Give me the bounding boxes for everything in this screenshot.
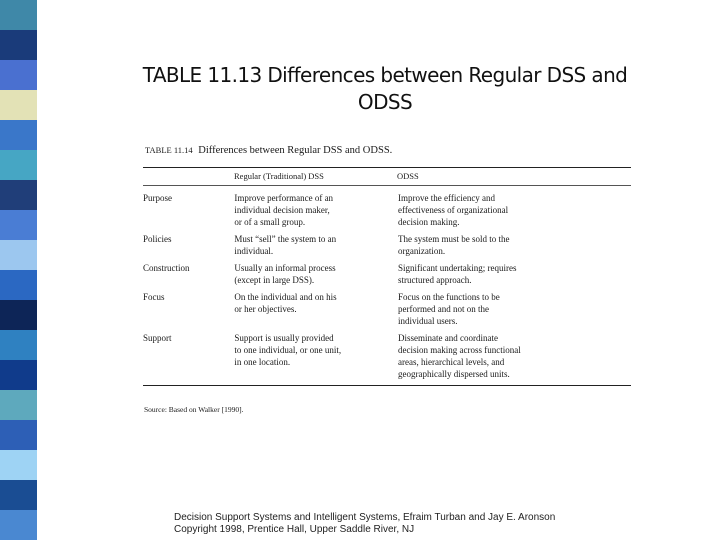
cell-line: to one individual, or one unit,	[234, 345, 342, 355]
cell-line: or of a small group.	[234, 217, 306, 227]
odss-cell	[398, 262, 631, 291]
row-label: Support	[143, 333, 172, 343]
strip-block	[0, 270, 37, 300]
odss-cell	[398, 233, 631, 262]
cell-line: organization.	[398, 246, 446, 256]
cell-line: structured approach.	[398, 275, 472, 285]
cell-line: Support is usually provided	[234, 333, 334, 343]
strip-block	[0, 0, 37, 30]
strip-block	[0, 390, 37, 420]
cell-line: individual users.	[398, 316, 458, 326]
odss-cell	[398, 332, 631, 385]
odss-cell	[398, 192, 631, 233]
footer-line-1: Decision Support Systems and Intelligent Systems, Efraim Turban and Jay E. Aronson	[174, 512, 556, 523]
strip-block	[0, 300, 37, 330]
regular-dss-cell	[234, 233, 398, 262]
strip-block	[0, 240, 37, 270]
cell-line: or her objectives.	[234, 304, 297, 314]
cell-line: areas, hierarchical levels, and	[398, 357, 505, 367]
footer-line-2: Copyright 1998, Prentice Hall, Upper Saddle River, NJ	[174, 524, 415, 535]
header-bottom-rule	[143, 185, 631, 186]
cell-line: individual.	[234, 246, 274, 256]
cell-line: Must “sell” the system to an	[234, 234, 337, 244]
strip-block	[0, 360, 37, 390]
table-row	[143, 233, 631, 262]
decorative-color-strip	[0, 0, 37, 540]
strip-block	[0, 120, 37, 150]
regular-dss-cell	[234, 192, 398, 233]
row-label: Purpose	[143, 193, 172, 203]
cell-line: Disseminate and coordinate	[398, 333, 498, 343]
cell-line: The system must be sold to the	[398, 234, 510, 244]
regular-dss-cell	[234, 291, 398, 332]
odss-cell	[398, 291, 631, 332]
header-cell-regular-dss: Regular (Traditional) DSS	[234, 171, 324, 181]
slide-title-line-2: ODSS	[357, 90, 413, 114]
cell-line: decision making across functional	[398, 345, 521, 355]
cell-line: Usually an informal process	[234, 263, 336, 273]
footer-credit	[174, 512, 555, 536]
strip-block	[0, 30, 37, 60]
source-note: Source: Based on Walker [1990].	[144, 405, 244, 414]
strip-block	[0, 210, 37, 240]
strip-block	[0, 420, 37, 450]
strip-block	[0, 330, 37, 360]
cell-line: On the individual and on his	[234, 292, 337, 302]
strip-block	[0, 450, 37, 480]
cell-line: decision making.	[398, 217, 460, 227]
table-caption	[145, 143, 631, 158]
strip-block	[0, 60, 37, 90]
cell-line: Improve the efficiency and	[398, 193, 496, 203]
cell-line: Significant undertaking; requires	[398, 263, 517, 273]
strip-block	[0, 510, 37, 540]
table-row	[143, 291, 631, 332]
regular-dss-cell	[234, 262, 398, 291]
cell-line: performed and not on the	[398, 304, 489, 314]
table-row	[143, 262, 631, 291]
slide-title-line-1: TABLE 11.13 Differences between Regular DSS and	[142, 63, 628, 87]
strip-block	[0, 150, 37, 180]
table-row	[143, 192, 631, 233]
cell-line: geographically dispersed units.	[398, 369, 510, 379]
cell-line: Focus on the functions to be	[398, 292, 500, 302]
table-body	[143, 192, 631, 385]
table-row	[143, 332, 631, 385]
slide-title	[140, 62, 630, 116]
strip-block	[0, 480, 37, 510]
cell-line: (except in large DSS).	[234, 275, 315, 285]
table-caption-text: Differences between Regular DSS and ODSS.	[198, 145, 393, 156]
cell-line: individual decision maker,	[234, 205, 330, 215]
cell-line: effectiveness of organizational	[398, 205, 509, 215]
table-bottom-rule	[143, 385, 631, 386]
cell-line: in one location.	[234, 357, 291, 367]
scanned-table	[143, 143, 631, 414]
table-caption-number: TABLE 11.14	[145, 145, 193, 155]
strip-block	[0, 180, 37, 210]
regular-dss-cell	[234, 332, 398, 385]
row-label: Construction	[143, 263, 190, 273]
table-header-row	[143, 168, 631, 185]
strip-block	[0, 90, 37, 120]
row-label: Focus	[143, 292, 165, 302]
row-label: Policies	[143, 234, 172, 244]
cell-line: Improve performance of an	[234, 193, 334, 203]
header-cell-odss: ODSS	[397, 171, 419, 181]
